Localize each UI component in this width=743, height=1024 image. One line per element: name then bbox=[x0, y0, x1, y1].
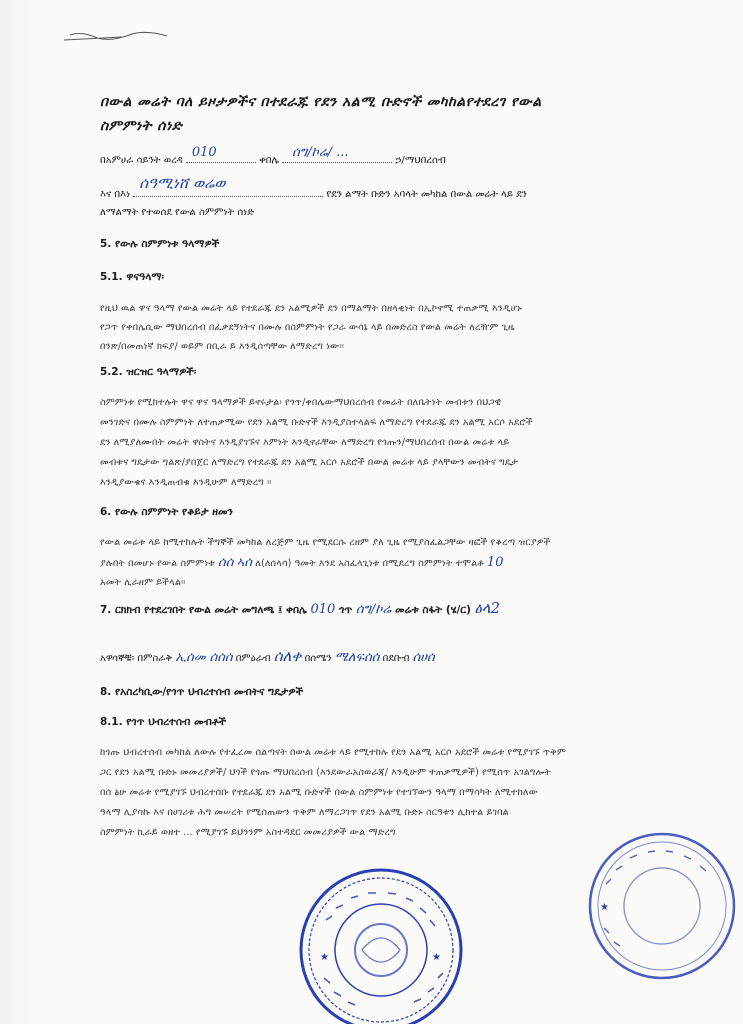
group-name-field bbox=[133, 174, 323, 197]
land-got-handwritten: ሰግ/ኮሬ bbox=[355, 602, 392, 617]
section-6-line: የውል መሬቱ ላይ ከሚተከሉት ችግኞች መካከል ለረጅም ጊዜ የሚደርሱ ረዘም ያለ ጊዜ የሚያስፈልጋቸው ዛፎች የቆረጣ ዝርያዎች bbox=[100, 537, 551, 548]
svg-text:★: ★ bbox=[432, 952, 441, 963]
section-5-2-line: እንዲያውቁና እንዲጠብቁ እንዲሁም ለማድረግ ። bbox=[100, 477, 272, 488]
boundary-label-east: አዋሳኞቹ፡ በምስራቅ bbox=[100, 653, 173, 664]
intro-label-community: ኃ/ማህበረሰብ bbox=[395, 155, 446, 166]
section-8-1-line: በሰ ፅሁ መሬቱ የሚያገኙ ህብረተሰቡ የተደራጁ ደን አልሚ ቡድኖች በውል ስምምነቱ የተገኘውን ዓላማ በማሳካት ለሚተከለው bbox=[100, 787, 538, 798]
svg-text:★: ★ bbox=[320, 952, 329, 963]
land-area-handwritten: ፅላ2 bbox=[474, 599, 501, 617]
boundary-south-handwritten: ሰሀሰ bbox=[412, 650, 435, 665]
kebele-field bbox=[282, 145, 392, 163]
woreda-handwritten: 010 bbox=[191, 145, 217, 160]
boundary-east-handwritten: ኢሰመ ሰሰሰ bbox=[175, 650, 233, 665]
document-title-line-2: ስምምነት ሰነድ bbox=[100, 118, 183, 134]
boundary-label-north: በሰሜን bbox=[304, 653, 332, 664]
scan-edge-shadow bbox=[0, 0, 40, 1024]
kebele-handwritten: ሰግ/ኮሬ/ ... bbox=[292, 145, 349, 160]
document-title-line-1: በውል መሬት ባለ ይዞታዎችና በተደራጁ የደን አልሚ ቡድኖች መካከልየተደረገ የውል bbox=[100, 94, 542, 110]
official-stamp-seal-2 bbox=[564, 828, 743, 978]
section-5-title: 5. የውሉ ስምምነቱ ዓላማዎች bbox=[100, 238, 220, 250]
duration-handwritten-2: ኣሰ bbox=[236, 555, 253, 570]
section-8-1-line: ዓላማ ሊያሳኩ እና በሀገሪቱ ሕግ መሠረት የሚሰጠውን ጥቅም ለማረጋገጥ የደን አልሚ ቡድኑ ስርዓቱን ሊከተል ይገባል bbox=[100, 807, 509, 818]
boundary-label-south: በደቡብ bbox=[382, 653, 410, 664]
section-5-1-line: በንጽ/በመጠነኛ ክፍያ/ ወይም በቢራ ይ እንዲሰጣቸው ለማድረግ ነው። bbox=[100, 341, 345, 352]
section-5-1-line: የጋጥ የቀበሌሲው ማህበረሰብ በፈቃደኝነትና በሙሉ በስምምነት የጋራ ውሳኔ ላይ በመድረስ የውል መሬት ለረዥም ጊዜ bbox=[100, 322, 515, 333]
section-6-line: አመት ሊራዘም ይችላል። bbox=[100, 577, 186, 588]
section-8-title: 8. የአስረካቢው/የጎጥ ህብረተሰብ መብትና ግዴታዎች bbox=[100, 686, 304, 698]
woreda-field bbox=[186, 145, 256, 163]
group-name-handwritten: ሰዓሚነሸ ወሬወ bbox=[139, 174, 226, 192]
section-8-1-line: ጋር የደን አልሚ ቡድኑ መመሪያዎች/ ህጎች የጎጡ ማህበረሰብ (እንደውራአስወራጃ/ እንዲሁም ተጠቃሚዎች) የሚሰጥ አገልግሎት bbox=[100, 767, 551, 778]
section-7-label-got: ጎጥ bbox=[338, 604, 353, 616]
section-6-text: ያሉበት በመሆኑ የውል ስምምነቱ bbox=[100, 558, 215, 569]
intro-label-group: የደን ልማት ቡድን አባላት መካከል በውል መሬት ላይ ደን bbox=[326, 189, 527, 200]
intro-line-2 bbox=[100, 174, 700, 201]
section-7-line-1 bbox=[100, 599, 700, 617]
section-5-2-line: መብቱና ግዴታው ግልጽ/ያበጀር ለማድረግ የተደራጁ ደን አልሚ አርሶ አደሮች በውል መሬቱ ላይ ያላቸውን መብትና ግዴታ bbox=[100, 457, 519, 468]
intro-line-1 bbox=[100, 145, 700, 167]
section-8-1-line: ከጎጡ ህብረተሰብ መካከል ለውሉ የተፈረመ ሰልጣናት በውል መሬቱ ላይ የሚተከሉ የደን አልሚ አርሶ አደሮች መሬቱ የሚያገኙ ጥቅም bbox=[100, 747, 566, 758]
boundary-west-handwritten: ሰለቀ bbox=[273, 647, 302, 665]
section-8-1-title: 8.1. የጎጥ ህብረተሰብ መብቶች bbox=[100, 716, 227, 728]
section-5-2-title: 5.2. ዝርዝር ዓላማዎች፡ bbox=[100, 366, 197, 378]
svg-text:★: ★ bbox=[600, 902, 609, 913]
pen-scribble-mark bbox=[62, 28, 172, 48]
section-8-1-line: ስምምነት ኪራይ ወዘተ ... የሚያገኙ ይህንንም አስተዳደር መመሪያዎች ውል ማድረግ bbox=[100, 827, 396, 838]
section-6-title: 6. የውሉ ስምምነት የቆይታ ዘመን bbox=[100, 506, 233, 518]
land-kebele-handwritten: 010 bbox=[310, 602, 336, 617]
section-5-1-title: 5.1. ዋናዓላማ፡ bbox=[100, 271, 164, 283]
official-stamp-seal bbox=[296, 860, 466, 1024]
section-5-2-line: ደን ለሚያለሙበት መሬት ዋስትና እንዲያገኙና እምነት እንዲኖራቸው ለማድረግ የጎጡን/ማህበረሰብ በውል መሬቱ ላይ bbox=[100, 437, 510, 448]
intro-label-woreda: በአምሀራ ሳይንት ወረዳ bbox=[100, 155, 183, 166]
boundary-north-handwritten: ሜለፍሰሰ bbox=[334, 650, 380, 665]
section-7-title: 7. ርክክብ የተደረገበት የውል መሬት መግለጫ ፤ ቀበሌ bbox=[100, 604, 307, 616]
section-6-line bbox=[100, 556, 700, 570]
intro-label-and: እና በእነ bbox=[100, 189, 131, 200]
section-5-2-line: መንገድና በሙሉ ስምምነት ለተጠቃሚው የደን አልሚ ቡድኖች እንዲያስተላልፍ ለማድረግ የተደራጁ ደን አልሚ አርሶ አደሮች bbox=[100, 417, 533, 428]
section-7-label-area: መሬቱ ስፋት (ሄ/ር) bbox=[395, 604, 471, 616]
section-6-text: ለ(ለሰላሳ) ዓመት እንደ አስፈላጊነቱ በሚደረግ ስምምነት ተሞልቶ bbox=[255, 558, 484, 569]
section-5-1-line: የዚህ ዉል ዋና ዓላማ የውል መሬት ላይ የተደራጁ ደን አልሚዎች ደን በማልማት በዘላቂነት በኢኮኖሚ ተጠቃሚ እንዲሆኑ bbox=[100, 303, 523, 314]
intro-line-3: ለማልማት የተወሰደ የውል ስምምነት ሰነድ bbox=[100, 207, 255, 218]
duration-handwritten: ሰሰ bbox=[218, 555, 234, 570]
section-7-line-2 bbox=[100, 647, 700, 665]
intro-label-kebele: ቀበሌ bbox=[259, 155, 279, 166]
section-5-2-line: ስምምነቱ የሚከተሉት ዋና ዋና ዓላማዎች ይኖሩታል፡ የጎጥ/ቀበሌውማህበረሰብ የመሬት በለቤትነት መብቱን በህጋዊ bbox=[100, 397, 502, 408]
boundary-label-west: በምዕራብ bbox=[235, 653, 271, 664]
extension-handwritten: 10 bbox=[486, 555, 504, 570]
